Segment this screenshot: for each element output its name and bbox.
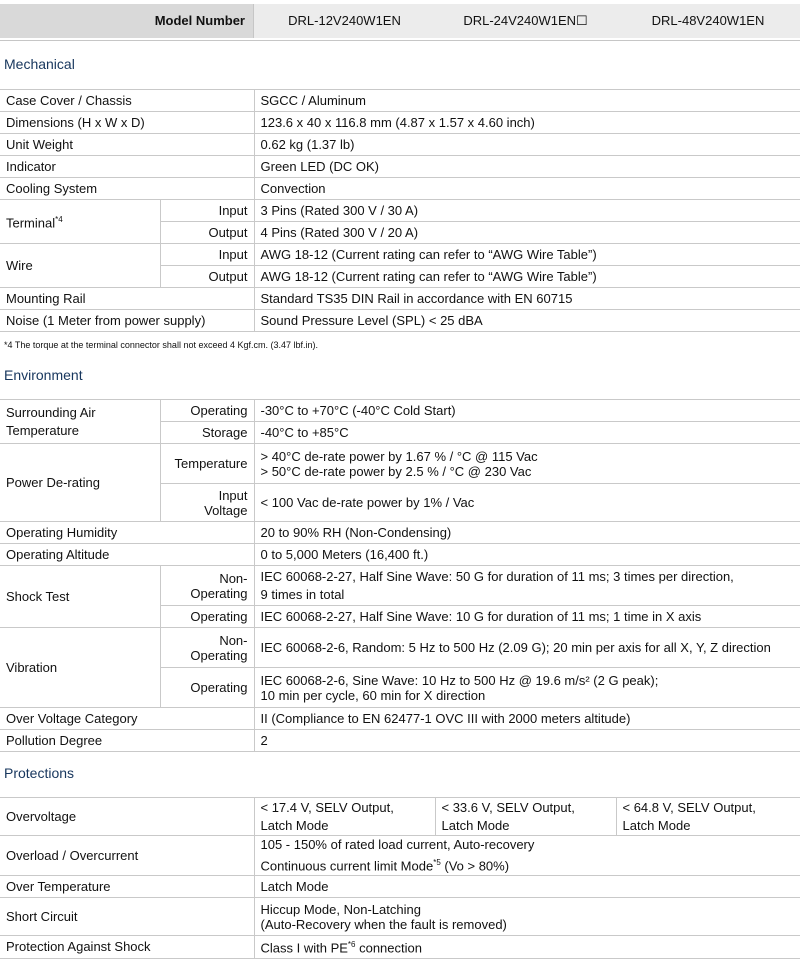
section-title-mechanical: Mechanical bbox=[4, 56, 75, 72]
row-sublabel: Input bbox=[160, 200, 254, 222]
row-label: Case Cover / Chassis bbox=[0, 90, 254, 112]
row-sublabel: Operating bbox=[160, 606, 254, 628]
row-label: Protection Against Shock bbox=[0, 936, 254, 958]
oc-line-2-post: (Vo > 80%) bbox=[440, 858, 510, 874]
row-value: 0 to 5,000 Meters (16,400 ft.) bbox=[254, 544, 800, 566]
row-value bbox=[435, 798, 616, 836]
ov-24v-1: < 33.6 V, SELV Output, bbox=[441, 799, 575, 815]
table-row bbox=[0, 522, 800, 544]
row-value bbox=[254, 898, 800, 936]
table-row bbox=[0, 288, 800, 310]
table-row bbox=[0, 134, 800, 156]
vib-line-2: 10 min per cycle, 60 min for X direction bbox=[260, 687, 486, 703]
row-sublabel: Temperature bbox=[160, 444, 254, 484]
row-label: Noise (1 Meter from power supply) bbox=[0, 310, 254, 332]
shock-line-1: IEC 60068-2-27, Half Sine Wave: 50 G for duration of 11 ms; 3 times per direction, bbox=[260, 568, 734, 584]
row-label: Cooling System bbox=[0, 178, 254, 200]
shock-post: connection bbox=[355, 940, 422, 956]
row-value: 3 Pins (Rated 300 V / 30 A) bbox=[254, 200, 800, 222]
nonop-1: Non- bbox=[219, 632, 248, 648]
mechanical-table bbox=[0, 89, 800, 332]
air-label-1: Surrounding Air bbox=[6, 404, 96, 420]
row-label: Unit Weight bbox=[0, 134, 254, 156]
row-label: Over Temperature bbox=[0, 876, 254, 898]
row-value bbox=[254, 836, 800, 876]
table-row bbox=[0, 566, 800, 606]
row-value bbox=[616, 798, 800, 836]
protections-table bbox=[0, 797, 800, 959]
model-12v: DRL-12V240W1EN bbox=[254, 4, 436, 38]
row-label: Over Voltage Category bbox=[0, 708, 254, 730]
ov-24v-2: Latch Mode bbox=[441, 817, 510, 833]
row-value: 4 Pins (Rated 300 V / 20 A) bbox=[254, 222, 800, 244]
nonop-1: Non- bbox=[219, 570, 248, 586]
model-48v: DRL-48V240W1EN bbox=[616, 4, 800, 38]
ov-48v-1: < 64.8 V, SELV Output, bbox=[622, 799, 756, 815]
table-row bbox=[0, 836, 800, 876]
row-value: II (Compliance to EN 62477-1 OVC III with 2000 meters altitude) bbox=[254, 708, 800, 730]
row-sublabel bbox=[160, 566, 254, 606]
row-value bbox=[254, 798, 435, 836]
row-value: Convection bbox=[254, 178, 800, 200]
nonop-2: Operating bbox=[190, 647, 248, 663]
row-value: -40°C to +85°C bbox=[254, 422, 800, 444]
sc-line-2: (Auto-Recovery when the fault is removed) bbox=[260, 916, 507, 932]
iv-label-1: Input bbox=[218, 487, 248, 503]
row-value: 123.6 x 40 x 116.8 mm (4.87 x 1.57 x 4.60 inch) bbox=[254, 112, 800, 134]
row-label: Vibration bbox=[0, 628, 160, 708]
row-sublabel: Storage bbox=[160, 422, 254, 444]
table-row bbox=[0, 156, 800, 178]
nonop-2: Operating bbox=[190, 585, 248, 601]
row-label: Operating Altitude bbox=[0, 544, 254, 566]
table-row bbox=[0, 708, 800, 730]
table-row bbox=[0, 898, 800, 936]
row-value bbox=[254, 444, 800, 484]
sc-line-1: Hiccup Mode, Non-Latching bbox=[260, 901, 421, 917]
row-label: Wire bbox=[0, 244, 160, 288]
row-label: Pollution Degree bbox=[0, 730, 254, 752]
row-label: Shock Test bbox=[0, 566, 160, 628]
terminal-label: Terminal bbox=[6, 215, 56, 231]
row-sublabel: Operating bbox=[160, 400, 254, 422]
row-sublabel: Operating bbox=[160, 668, 254, 708]
row-label: Mounting Rail bbox=[0, 288, 254, 310]
row-sublabel bbox=[160, 628, 254, 668]
row-label: Power De-rating bbox=[0, 444, 160, 522]
header-divider bbox=[0, 40, 800, 41]
row-value: Standard TS35 DIN Rail in accordance with EN 60715 bbox=[254, 288, 800, 310]
row-value: IEC 60068-2-6, Random: 5 Hz to 500 Hz (2.09 G); 20 min per axis for all X, Y, Z direction bbox=[254, 628, 800, 668]
row-value bbox=[254, 566, 800, 606]
row-value: IEC 60068-2-27, Half Sine Wave: 10 G for duration of 11 ms; 1 time in X axis bbox=[254, 606, 800, 628]
row-value: Latch Mode bbox=[254, 876, 800, 898]
row-label: Overvoltage bbox=[0, 798, 254, 836]
row-label: Operating Humidity bbox=[0, 522, 254, 544]
shock-pre: Class I with PE bbox=[260, 940, 348, 956]
row-value bbox=[254, 668, 800, 708]
footnote-4: *4 The torque at the terminal connector shall not exceed 4 Kgf.cm. (3.47 lbf.in). bbox=[4, 340, 319, 350]
row-value: 20 to 90% RH (Non-Condensing) bbox=[254, 522, 800, 544]
row-label bbox=[0, 400, 160, 444]
footnote-ref: *6 bbox=[347, 940, 356, 950]
row-value: Sound Pressure Level (SPL) < 25 dBA bbox=[254, 310, 800, 332]
row-label: Indicator bbox=[0, 156, 254, 178]
oc-line-1: 105 - 150% of rated load current, Auto-recovery bbox=[260, 837, 535, 852]
table-row bbox=[0, 936, 800, 958]
row-label bbox=[0, 200, 160, 244]
row-label: Short Circuit bbox=[0, 898, 254, 936]
shock-line-2: 9 times in total bbox=[260, 586, 345, 602]
model-header bbox=[0, 0, 800, 41]
footnote-ref: *4 bbox=[55, 214, 63, 224]
ov-48v-2: Latch Mode bbox=[622, 817, 691, 833]
row-value: 0.62 kg (1.37 lb) bbox=[254, 134, 800, 156]
table-row bbox=[0, 628, 800, 668]
table-row bbox=[0, 798, 800, 836]
table-row bbox=[0, 310, 800, 332]
table-row bbox=[0, 730, 800, 752]
table-row bbox=[0, 112, 800, 134]
oc-line-2-pre: Continuous current limit Mode bbox=[260, 858, 434, 874]
ov-12v-2: Latch Mode bbox=[260, 817, 329, 833]
row-label: Overload / Overcurrent bbox=[0, 836, 254, 876]
oc-line-2 bbox=[261, 854, 795, 875]
row-value: < 100 Vac de-rate power by 1% / Vac bbox=[254, 484, 800, 522]
ov-12v-1: < 17.4 V, SELV Output, bbox=[260, 799, 394, 815]
row-value: -30°C to +70°C (-40°C Cold Start) bbox=[254, 400, 800, 422]
row-sublabel: Input bbox=[160, 244, 254, 266]
table-row bbox=[0, 444, 800, 484]
table-row bbox=[0, 400, 800, 422]
row-value: AWG 18-12 (Current rating can refer to “AWG Wire Table”) bbox=[254, 244, 800, 266]
row-value: SGCC / Aluminum bbox=[254, 90, 800, 112]
derating-line-1: > 40°C de-rate power by 1.67 % / °C @ 115 Vac bbox=[260, 448, 538, 464]
row-sublabel: Output bbox=[160, 222, 254, 244]
section-title-environment: Environment bbox=[4, 367, 83, 383]
environment-table bbox=[0, 399, 800, 752]
table-row bbox=[0, 178, 800, 200]
iv-label-2: Voltage bbox=[204, 502, 248, 518]
row-value bbox=[254, 936, 800, 958]
row-value: AWG 18-12 (Current rating can refer to “AWG Wire Table”) bbox=[254, 266, 800, 288]
section-title-protections: Protections bbox=[4, 765, 75, 781]
table-row bbox=[0, 544, 800, 566]
table-row bbox=[0, 90, 800, 112]
model-number-label: Model Number bbox=[0, 4, 254, 38]
table-row bbox=[0, 200, 800, 222]
table-row bbox=[0, 244, 800, 266]
row-label: Dimensions (H x W x D) bbox=[0, 112, 254, 134]
air-label-2: Temperature bbox=[6, 422, 79, 438]
derating-line-2: > 50°C de-rate power by 2.5 % / °C @ 230 Vac bbox=[260, 463, 532, 479]
row-sublabel bbox=[160, 484, 254, 522]
row-sublabel: Output bbox=[160, 266, 254, 288]
footnote-ref: *5 bbox=[433, 858, 441, 867]
row-value: Green LED (DC OK) bbox=[254, 156, 800, 178]
table-row bbox=[0, 876, 800, 898]
vib-line-1: IEC 60068-2-6, Sine Wave: 10 Hz to 500 Hz @ 19.6 m/s² (2 G peak); bbox=[260, 672, 659, 688]
row-value: 2 bbox=[254, 730, 800, 752]
model-24v: DRL-24V240W1EN☐ bbox=[435, 4, 617, 38]
